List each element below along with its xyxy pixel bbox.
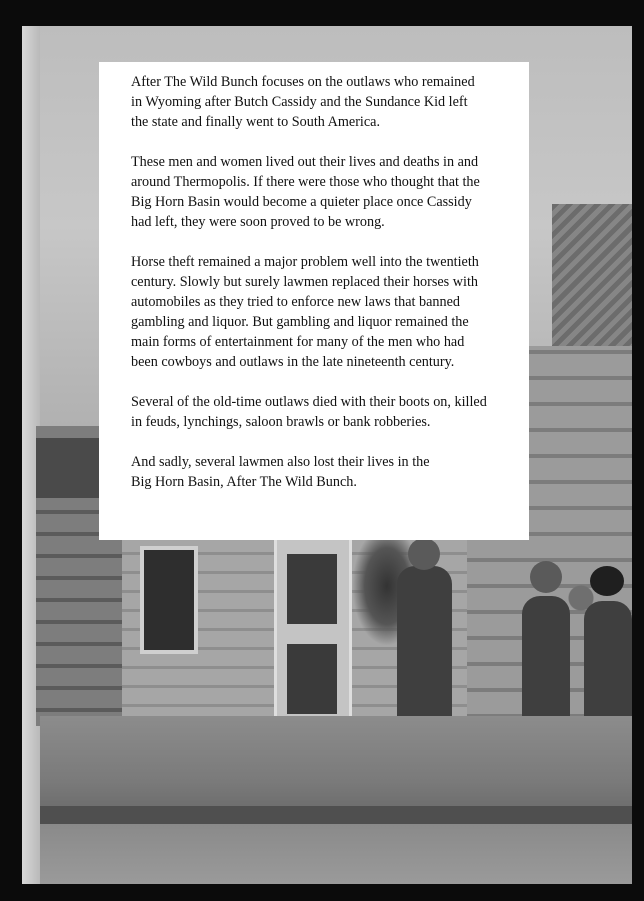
dirt-street — [40, 824, 632, 884]
child-head — [530, 561, 562, 593]
standing-man-head — [408, 538, 440, 570]
storefront-door — [274, 531, 352, 727]
door-pane-lower — [287, 644, 337, 714]
standing-man-figure — [397, 566, 452, 736]
door-pane-upper — [287, 554, 337, 624]
blurb-paragraph-1: After The Wild Bunch focuses on the outlaws who remained in Wyoming after Butch Cassidy and the Sundance Kid left the state and finally went to South America. — [131, 74, 475, 130]
blurb-paragraph-2: These men and women lived out their lives and deaths in and around Thermopolis. If there were those who thought that the Big Horn Basin would become a quieter place once Cassidy had left, they were soon proved to be wrong. — [131, 154, 480, 230]
second-child-hat — [590, 566, 624, 596]
blurb-paragraph-4: Several of the old-time outlaws died with their boots on, killed in feuds, lynchings, saloon brawls or bank robberies. — [131, 394, 487, 430]
blurb-panel — [99, 62, 529, 540]
blurb-paragraph-5: And sadly, several lawmen also lost their lives in the Big Horn Basin, After The Wild Bunch. — [131, 454, 430, 490]
blurb-paragraph-3: Horse theft remained a major problem well into the twentieth century. Slowly but surely lawmen replaced their horses with automobiles as they tried to enforce new laws that banned gambling and liquor. But gambling and liquor remained the main forms of entertainment for many of the men who had been cowboys and outlaws in the late nineteenth century. — [131, 254, 479, 370]
boardwalk-edge — [40, 806, 632, 824]
shingled-roof — [552, 204, 632, 354]
storefront-window — [140, 546, 198, 654]
